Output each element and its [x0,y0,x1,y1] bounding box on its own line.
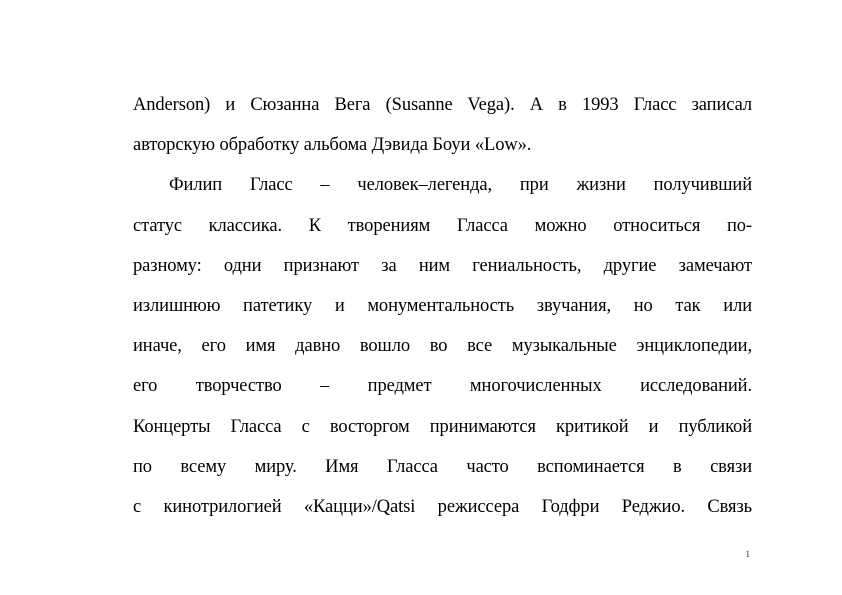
text-line: Anderson) и Сюзанна Вега (Susanne Vega). А в 1993 Гласс записал [133,95,752,115]
text-line: Концерты Гласса с восторгом принимаются критикой и публикой [133,416,752,437]
body-text [133,85,752,527]
text-line: разному: одни признают за ним гениальность, другие замечают [133,255,752,276]
text-line: Филип Гласс – человек–легенда, при жизни получивший [169,175,752,196]
text-line: с кинотрилогией «Кацци»/Qatsi режиссера Годфри Реджио. Связь [133,496,752,517]
text-line: излишнюю патетику и монументальность звучания, но так или [133,295,752,316]
page-number: 1 [745,549,750,559]
text-line: авторскую обработку альбома Дэвида Боуи «Low». [133,135,532,156]
text-line: иначе, его имя давно вошло во все музыкальные энциклопедии, [133,336,752,357]
text-line: по всему миру. Имя Гласса часто вспоминается в связи [133,456,752,477]
text-line: статус классика. К творениям Гласса можно относиться по- [133,215,752,236]
text-line: его творчество – предмет многочисленных исследований. [133,376,752,397]
